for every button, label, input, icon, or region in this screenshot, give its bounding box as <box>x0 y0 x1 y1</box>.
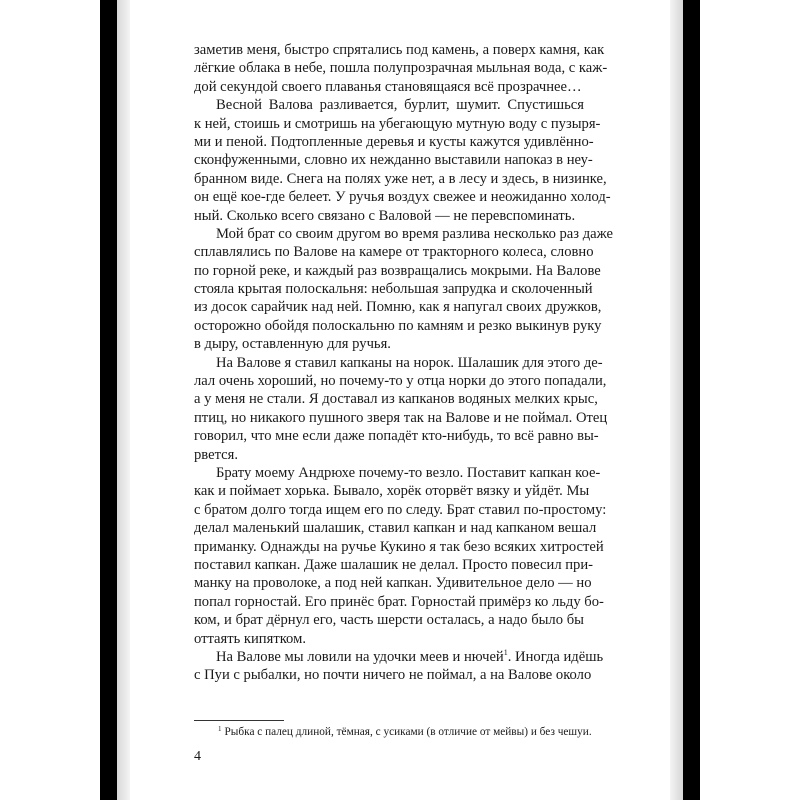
text-line: приманку. Однажды на ручье Кукино я так безо всяких хитростей <box>194 538 604 555</box>
text-line: Брату моему Андрюхе почему-то везло. Поставит капкан кое- <box>216 464 601 481</box>
left-black-border <box>100 0 117 800</box>
text-segment: . Иногда идёшь <box>507 648 604 665</box>
text-line: а у меня не стали. Я доставал из капканов водяных мелких крыс, <box>194 391 598 408</box>
text-line: лёгкие облака в небе, пошла полупрозрачная мыльная вода, с каж- <box>194 60 608 77</box>
text-segment: На Валове мы ловили на удочки меев и нючей <box>216 648 504 665</box>
footnote-text: Рыбка с палец длиной, тёмная, с усиками (в отличие от мейвы) и без чешуи. <box>224 726 592 738</box>
text-line: к ней, стоишь и смотришь на убегающую мутную воду с пузыря- <box>194 115 601 132</box>
text-line: Мой брат со своим другом во время разлива несколько раз даже <box>216 225 613 242</box>
text-line: оттаять кипятком. <box>194 630 306 647</box>
footnote-reference[interactable]: 1 <box>503 647 508 657</box>
text-line: заметив меня, быстро спрятались под камень, а поверх камня, как <box>194 42 605 58</box>
text-line: ный. Сколько всего связано с Валовой — не перевспоминать. <box>194 207 576 224</box>
book-page <box>130 0 670 800</box>
text-line: с Пуи с рыбалки, но почти ничего не поймал, а на Валове около <box>194 667 592 684</box>
text-line: На Валове я ставил капканы на норок. Шалашик для этого де- <box>216 354 603 371</box>
text-line: говорил, что мне если даже попадёт кто-нибудь, то всё равно вы- <box>194 428 599 445</box>
text-line: манку на проволоке, а под ней капкан. Удивительное дело — но <box>194 575 592 592</box>
page-number: 4 <box>194 749 201 764</box>
page-left-edge-shadow <box>117 0 130 800</box>
text-line: ми и пеной. Подтопленные деревья и кусты кажутся удивлённо- <box>194 133 594 150</box>
text-line: сплавлялись по Валове на камере от тракторного колеса, словно <box>194 244 594 261</box>
text-line: осторожно обойдя полоскальню по камням и резко выкинув руку <box>194 317 602 334</box>
text-line: поставил капкан. Даже шалашик не делал. Просто повесил при- <box>194 556 594 573</box>
text-line: по горной реке, и каждый раз возвращались мокрыми. На Валове <box>194 262 601 279</box>
text-line: рвется. <box>194 446 238 463</box>
text-line: дой секундой своего плаванья становящаяся всё прозрачнее… <box>194 78 582 95</box>
text-line: лал очень хороший, но почему-то у отца норки до этого попадали, <box>194 373 607 390</box>
text-line-with-footnote <box>194 647 604 666</box>
right-black-border <box>683 0 700 800</box>
text-line: Весной Валова разливается, бурлит, шумит. Спустишься <box>216 97 584 114</box>
footnote <box>218 725 592 739</box>
text-line: как и поймает хорька. Бывало, хорёк оторвёт вязку и уйдёт. Мы <box>194 483 590 500</box>
footnote-mark: 1 <box>218 725 222 733</box>
body-text <box>194 41 613 685</box>
text-line: бранном виде. Снега на полях уже нет, а в лесу и здесь, в низинке, <box>194 170 607 187</box>
text-line: сконфуженными, словно их нежданно выставили напоказ в неу- <box>194 152 593 169</box>
text-line: он ещё кое-где белеет. У ручья воздух свежее и неожиданно холод- <box>194 189 611 206</box>
text-line: делал маленький шалашик, ставил капкан и над капканом вешал <box>194 520 597 537</box>
text-line: стояла крытая полоскальня: небольшая запрудка и сколоченный <box>194 281 593 298</box>
text-line: ком, и брат дёрнул его, часть шерсти осталась, а надо было бы <box>194 612 584 629</box>
text-line: попал горностай. Его принёс брат. Горностай примёрз ко льду бо- <box>194 593 604 610</box>
page-right-edge-shadow <box>670 0 683 800</box>
footnote-divider <box>194 720 284 721</box>
text-line: птиц, но никакого пушного зверя так на Валове и не поймал. Отец <box>194 409 608 426</box>
text-line: с братом долго тогда ищем его по следу. Брат ставил по-простому: <box>194 501 607 518</box>
text-line: из досок сарайчик над ней. Помню, как я напугал своих дружков, <box>194 299 602 316</box>
text-line: в дыру, оставленную для ручья. <box>194 336 391 353</box>
